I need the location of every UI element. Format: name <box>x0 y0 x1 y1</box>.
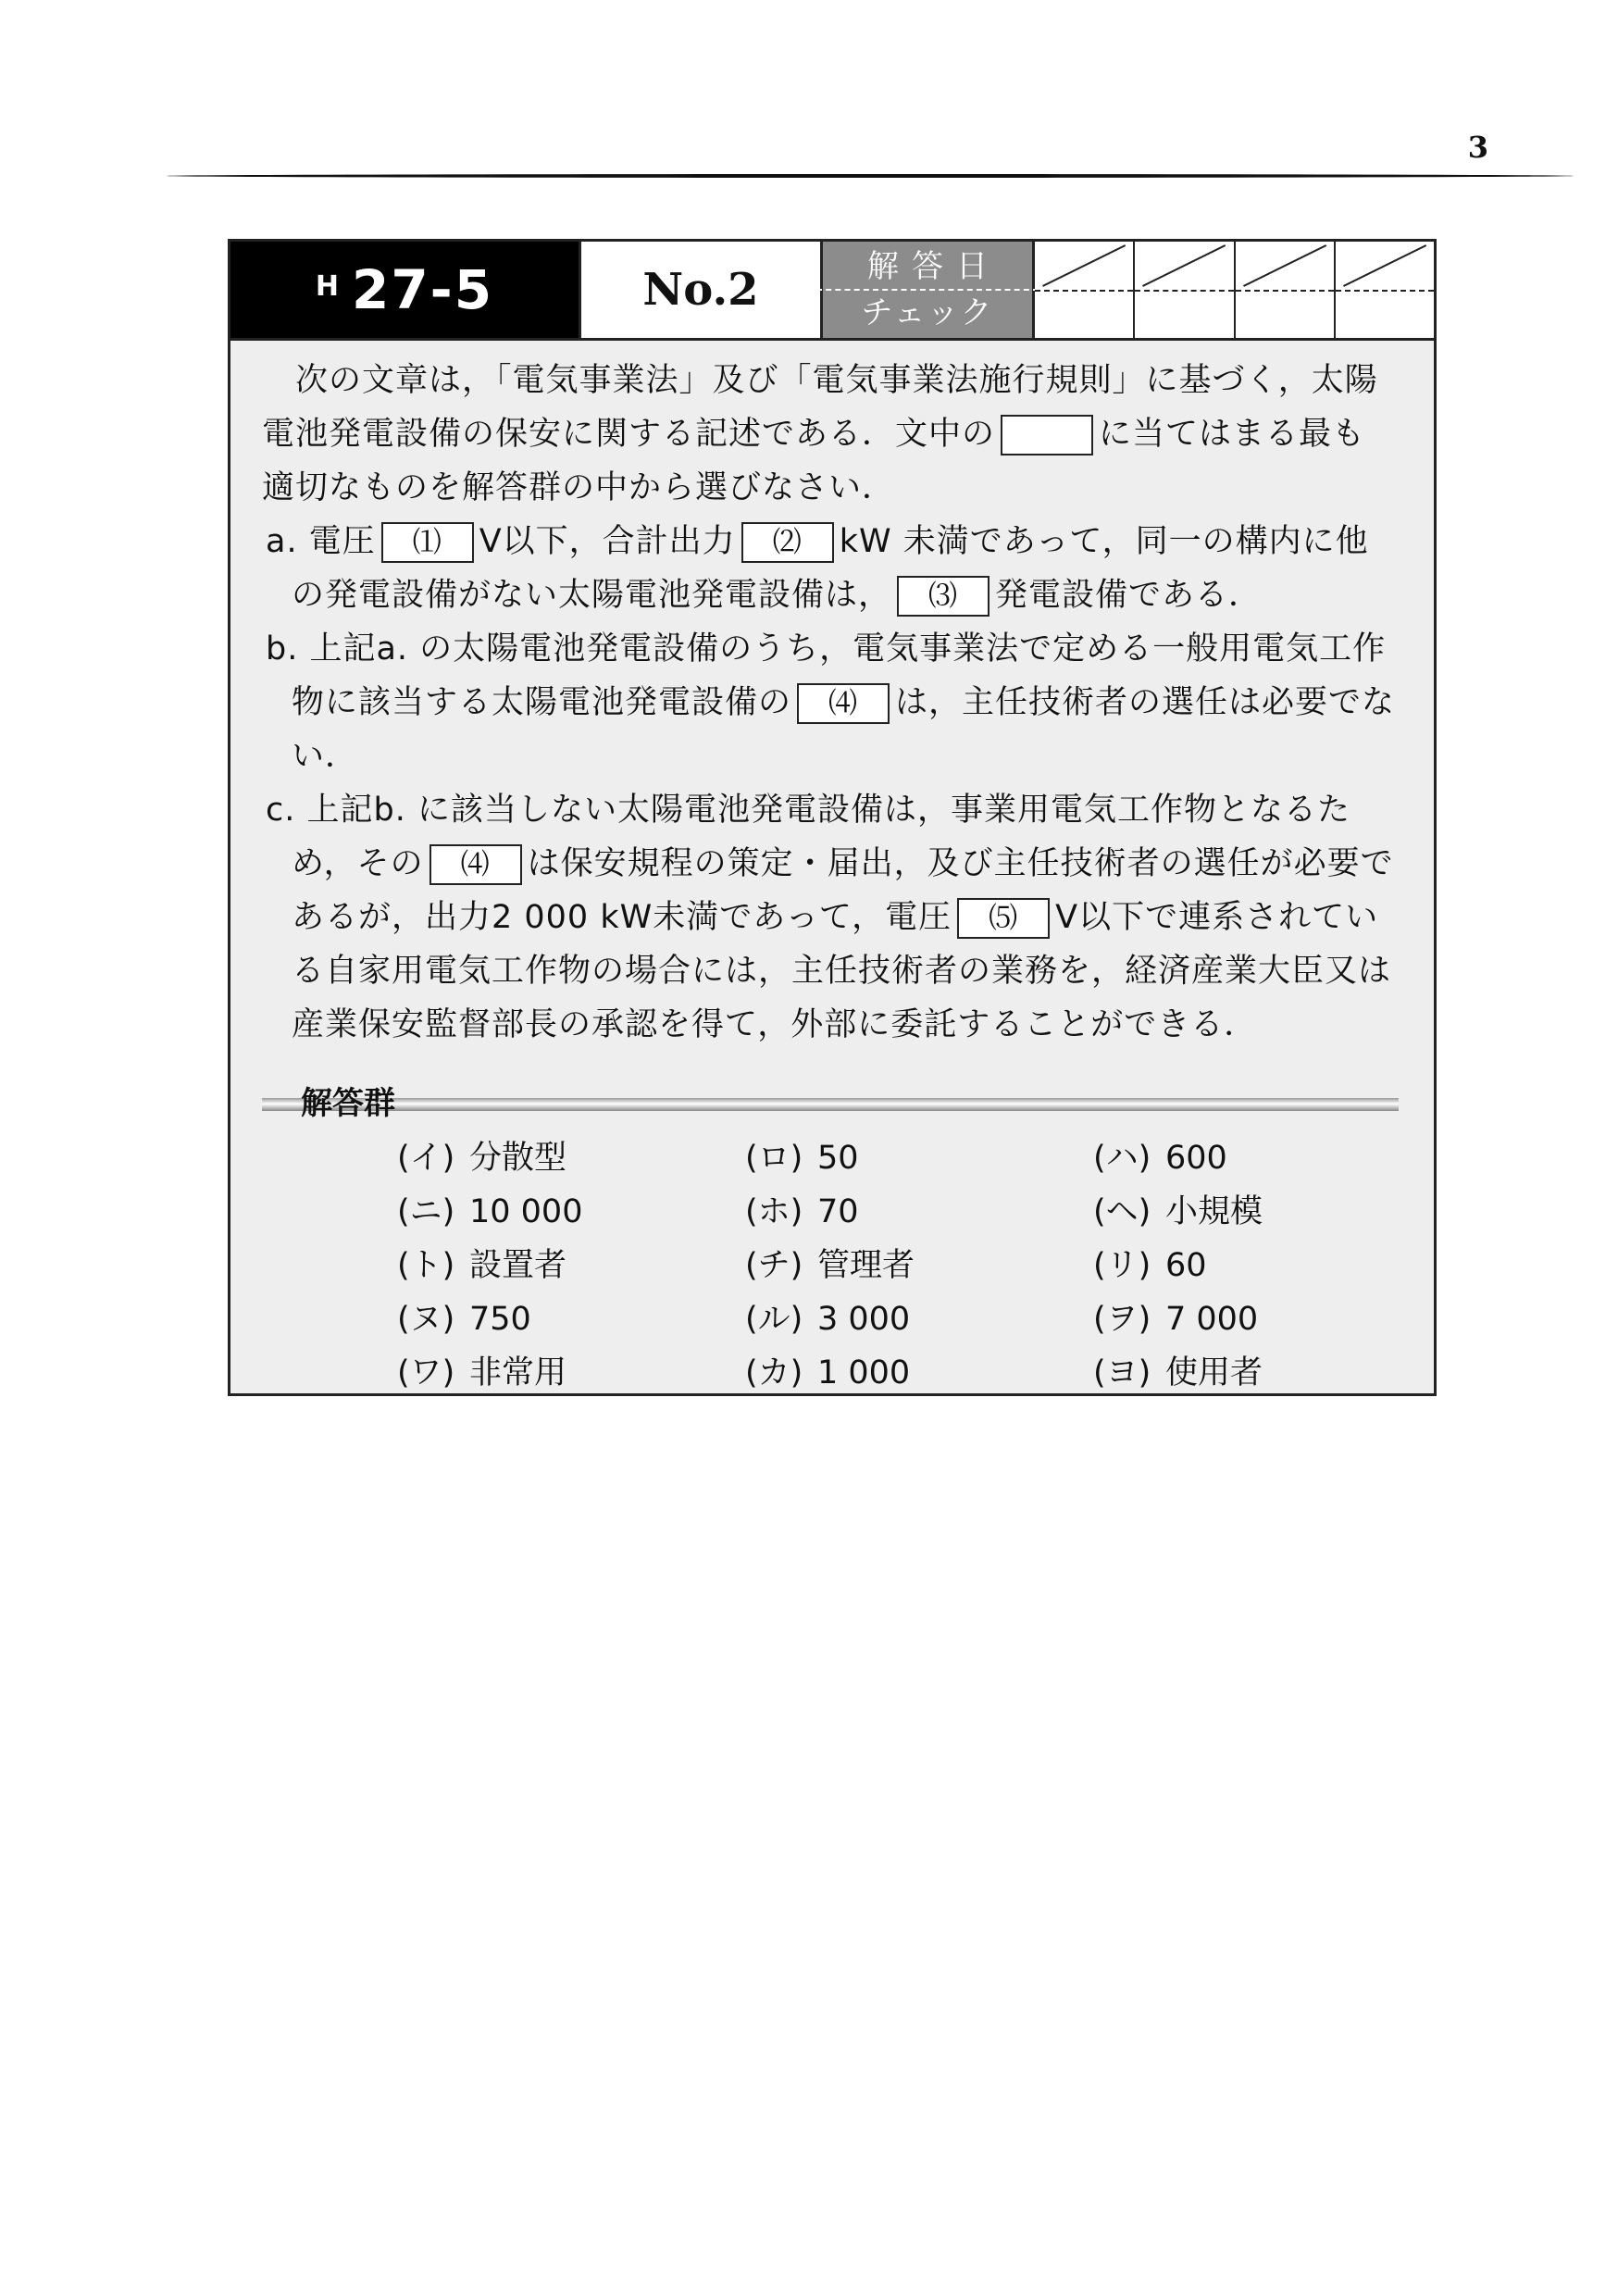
item-c-label: c. <box>266 792 296 829</box>
answer-choice <box>745 1346 1093 1400</box>
blank-4-repeat: ⑷ <box>429 844 522 885</box>
answer-choice-value: 小規模 <box>1165 1193 1263 1230</box>
item-a-text-3: kW 未満であって，同一の構内に他の発電設備がない太陽電池発電設備は， <box>292 523 1369 614</box>
answer-choice <box>397 1346 745 1400</box>
item-a-text-4: 発電設備である． <box>995 577 1263 614</box>
answer-choice-label: (ト) <box>397 1247 455 1284</box>
problem-number: No.2 <box>581 242 823 338</box>
diagonal-icon <box>1336 242 1434 290</box>
diagonal-icon <box>1135 242 1233 290</box>
answer-choice <box>397 1131 745 1185</box>
answer-choice <box>397 1185 745 1239</box>
answer-choice-label: (ワ) <box>397 1354 455 1391</box>
code-number: 27-5 <box>351 258 494 321</box>
answer-choice <box>745 1292 1093 1346</box>
blank-1: ⑴ <box>381 522 474 563</box>
question-intro <box>262 354 1399 515</box>
problem-code <box>230 242 581 338</box>
item-b-text-1: 上記a. の太陽電池発電設備のうち，電気事業法で定める一般用電気工作物に該当する太陽電池発電設備の <box>292 630 1387 721</box>
answer-choice-value: 管理者 <box>817 1247 915 1284</box>
check-box-4[interactable] <box>1336 242 1434 338</box>
problem-header <box>230 242 1434 341</box>
answer-group-header <box>262 1085 1399 1122</box>
diagonal-icon <box>1236 242 1334 290</box>
answer-choice-value: 50 <box>817 1140 859 1177</box>
item-c-text-2: は保安規程の策定・届出，及び主任技術者の選任が必要であるが，出力2 000 kW未満であって，電圧 <box>292 845 1394 936</box>
item-b-label: b. <box>266 630 299 668</box>
check-label-line2: チェック <box>861 294 994 331</box>
answer-choice-label: (ロ) <box>745 1140 803 1177</box>
answer-choice-value: 7 000 <box>1165 1301 1259 1338</box>
answer-choice-value: 1 000 <box>817 1354 911 1391</box>
answer-choice <box>1093 1131 1371 1185</box>
answer-choice-label: (チ) <box>745 1247 803 1284</box>
check-box-2[interactable] <box>1135 242 1235 338</box>
item-a-text-2: V以下，合計出力 <box>479 523 736 560</box>
check-label-line1: 解答日 <box>816 244 1039 291</box>
answer-choice <box>397 1239 745 1292</box>
check-box-1[interactable] <box>1035 242 1135 338</box>
blank-5: ⑸ <box>957 898 1050 939</box>
blank-3: ⑶ <box>897 576 989 617</box>
answer-choice-value: 60 <box>1165 1247 1207 1284</box>
answer-choice-value: 10 000 <box>469 1193 583 1230</box>
item-a-label: a. <box>266 523 298 560</box>
answer-date-check-label <box>823 242 1035 338</box>
answer-choice-label: (リ) <box>1093 1247 1151 1284</box>
top-rule <box>167 174 1574 178</box>
answer-group-band <box>262 1098 1399 1111</box>
page-number: 3 <box>1467 130 1488 165</box>
diagonal-icon <box>1035 242 1133 290</box>
answer-choice-value: 600 <box>1165 1140 1227 1177</box>
answer-choice-value: 分散型 <box>469 1140 567 1177</box>
answer-choice-value: 750 <box>469 1301 531 1338</box>
answer-choice-value: 70 <box>817 1193 859 1230</box>
answer-choice-label: (カ) <box>745 1354 803 1391</box>
answer-choice <box>745 1239 1093 1292</box>
answer-choice-label: (ヨ) <box>1093 1354 1151 1391</box>
answer-choice-label: (イ) <box>397 1140 455 1177</box>
blank-4: ⑷ <box>797 683 890 724</box>
problem-box <box>228 239 1437 1396</box>
item-c <box>262 783 1399 1052</box>
item-b-text-2: は，主任技術者の選任は必要でない． <box>292 684 1396 775</box>
answer-choice <box>745 1131 1093 1185</box>
answer-group-list <box>230 1122 1434 1400</box>
question-text <box>230 341 1434 1052</box>
answer-choice-label: (ヲ) <box>1093 1301 1151 1338</box>
answer-group-title: 解答群 <box>301 1085 395 1122</box>
answer-choice-label: (ホ) <box>745 1193 803 1230</box>
answer-choice <box>1093 1239 1371 1292</box>
answer-choice <box>745 1185 1093 1239</box>
code-prefix: H <box>315 269 339 303</box>
answer-choice-label: (ヌ) <box>397 1301 455 1338</box>
intro-text-1: 次の文章は，「電気事業法」及び「電気事業法施行規則」に基づく，太陽電池発電設備の保安に関する記述である．文中の <box>262 362 1378 453</box>
item-a-text-1: 電圧 <box>308 523 376 560</box>
answer-choice <box>1093 1292 1371 1346</box>
intro-text-2: に当てはまる最も適切なものを解答群の中から選びなさい． <box>262 416 1366 506</box>
answer-choice-label: (ハ) <box>1093 1140 1151 1177</box>
answer-choice-value: 3 000 <box>817 1301 911 1338</box>
blank-placeholder <box>1001 415 1093 455</box>
item-c-text-1: 上記b. に該当しない太陽電池発電設備は，事業用電気工作物となるため，その <box>292 792 1350 882</box>
item-a <box>262 515 1399 622</box>
check-box-3[interactable] <box>1236 242 1336 338</box>
item-b <box>262 622 1399 783</box>
blank-2: ⑵ <box>741 522 834 563</box>
answer-choice-label: (ヘ) <box>1093 1193 1151 1230</box>
answer-choice <box>1093 1346 1371 1400</box>
answer-choice-label: (ル) <box>745 1301 803 1338</box>
answer-choice-value: 使用者 <box>1165 1354 1263 1391</box>
answer-choice-value: 設置者 <box>469 1247 567 1284</box>
answer-choice <box>1093 1185 1371 1239</box>
answer-choice-label: (ニ) <box>397 1193 455 1230</box>
item-c-text-3: V以下で連系されている自家用電気工作物の場合には，主任技術者の業務を，経済産業大臣又は産業保安監督部長の承認を得て，外部に委託することができる． <box>292 899 1392 1043</box>
answer-choice-value: 非常用 <box>469 1354 567 1391</box>
answer-choice <box>397 1292 745 1346</box>
